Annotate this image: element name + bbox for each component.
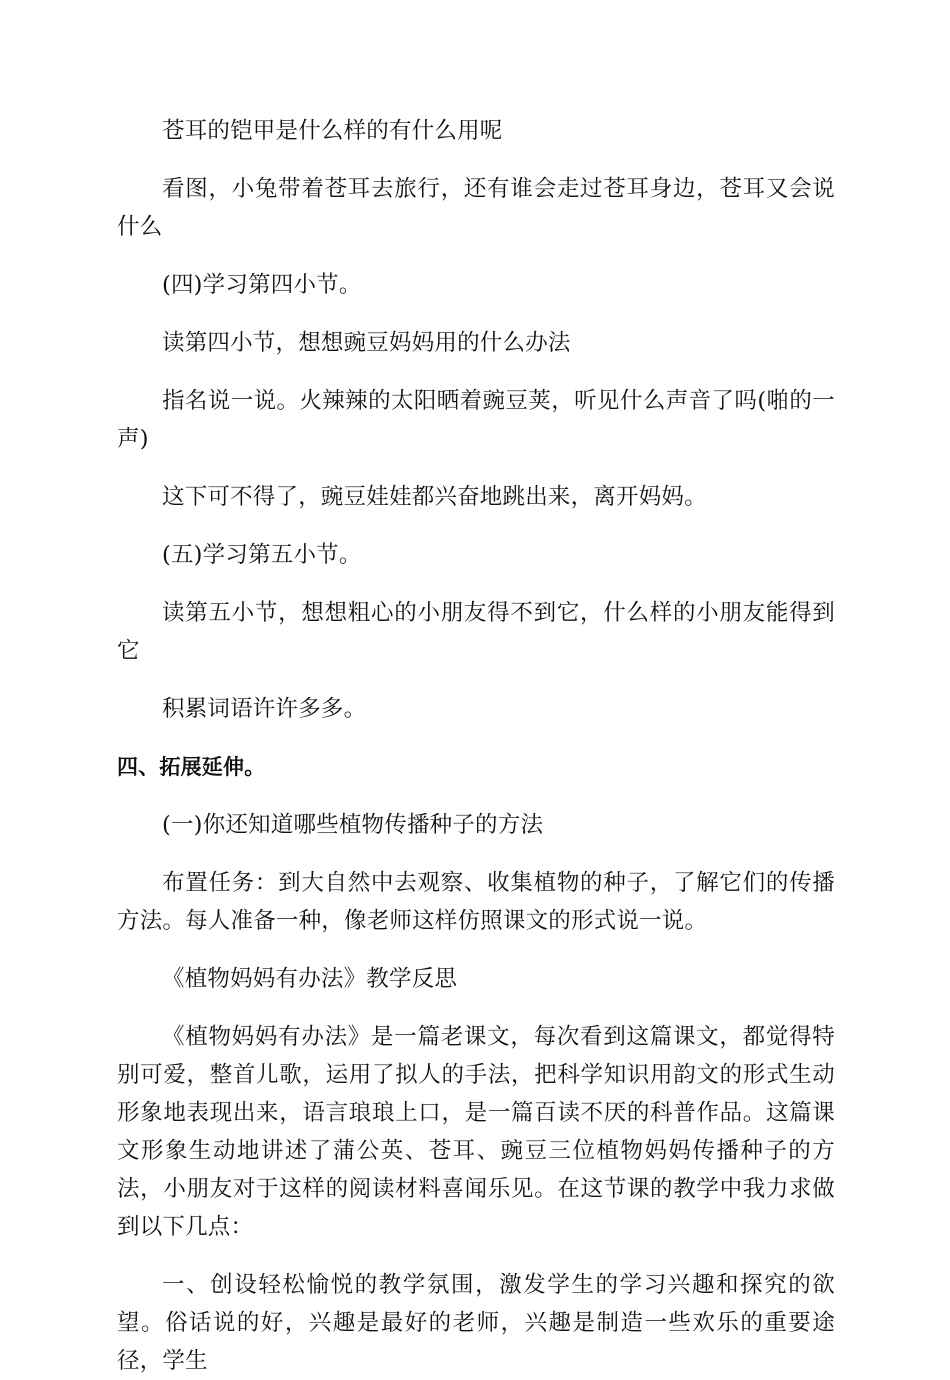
document-body bbox=[117, 112, 835, 1380]
paragraph-3: (四)学习第四小节。 bbox=[162, 272, 362, 298]
paragraph-10: (一)你还知道哪些植物传播种子的方法 bbox=[162, 812, 544, 838]
section-heading: 四、拓展延伸。 bbox=[117, 755, 266, 779]
paragraph-2: 看图，小兔带着苍耳去旅行，还有谁会走过苍耳身边，苍耳又会说什么 bbox=[117, 176, 835, 240]
paragraph-6: 这下可不得了，豌豆娃娃都兴奋地跳出来，离开妈妈。 bbox=[162, 484, 707, 510]
paragraph-9: 积累词语许许多多。 bbox=[162, 696, 367, 722]
paragraph-8: 读第五小节，想想粗心的小朋友得不到它，什么样的小朋友能得到它 bbox=[117, 600, 835, 664]
paragraph-13: 一、创设轻松愉悦的教学氛围，激发学生的学习兴趣和探究的欲望。俗话说的好，兴趣是最好的老师，兴趣是制造一些欢乐的重要途径，学生 bbox=[117, 1272, 835, 1374]
paragraph-7: (五)学习第五小节。 bbox=[162, 542, 362, 568]
reflection-title: 《植物妈妈有办法》教学反思 bbox=[162, 966, 458, 992]
paragraph-4: 读第四小节，想想豌豆妈妈用的什么办法 bbox=[162, 330, 571, 356]
paragraph-11: 布置任务：到大自然中去观察、收集植物的种子，了解它们的传播方法。每人准备一种，像老师这样仿照课文的形式说一说。 bbox=[117, 870, 835, 934]
paragraph-12: 《植物妈妈有办法》是一篇老课文，每次看到这篇课文，都觉得特别可爱，整首儿歌，运用了拟人的手法，把科学知识用韵文的形式生动形象地表现出来，语言琅琅上口，是一篇百读不厌的科普作品。这篇课文形象生动地讲述了蒲公英、苍耳、豌豆三位植物妈妈传播种子的方法，小朋友对于这样的阅读材料喜闻乐见。在这节课的教学中我力求做到以下几点： bbox=[117, 1024, 835, 1240]
paragraph-5: 指名说一说。火辣辣的太阳晒着豌豆荚，听见什么声音了吗(啪的一声) bbox=[117, 388, 835, 452]
paragraph-1: 苍耳的铠甲是什么样的有什么用呢 bbox=[162, 118, 503, 144]
